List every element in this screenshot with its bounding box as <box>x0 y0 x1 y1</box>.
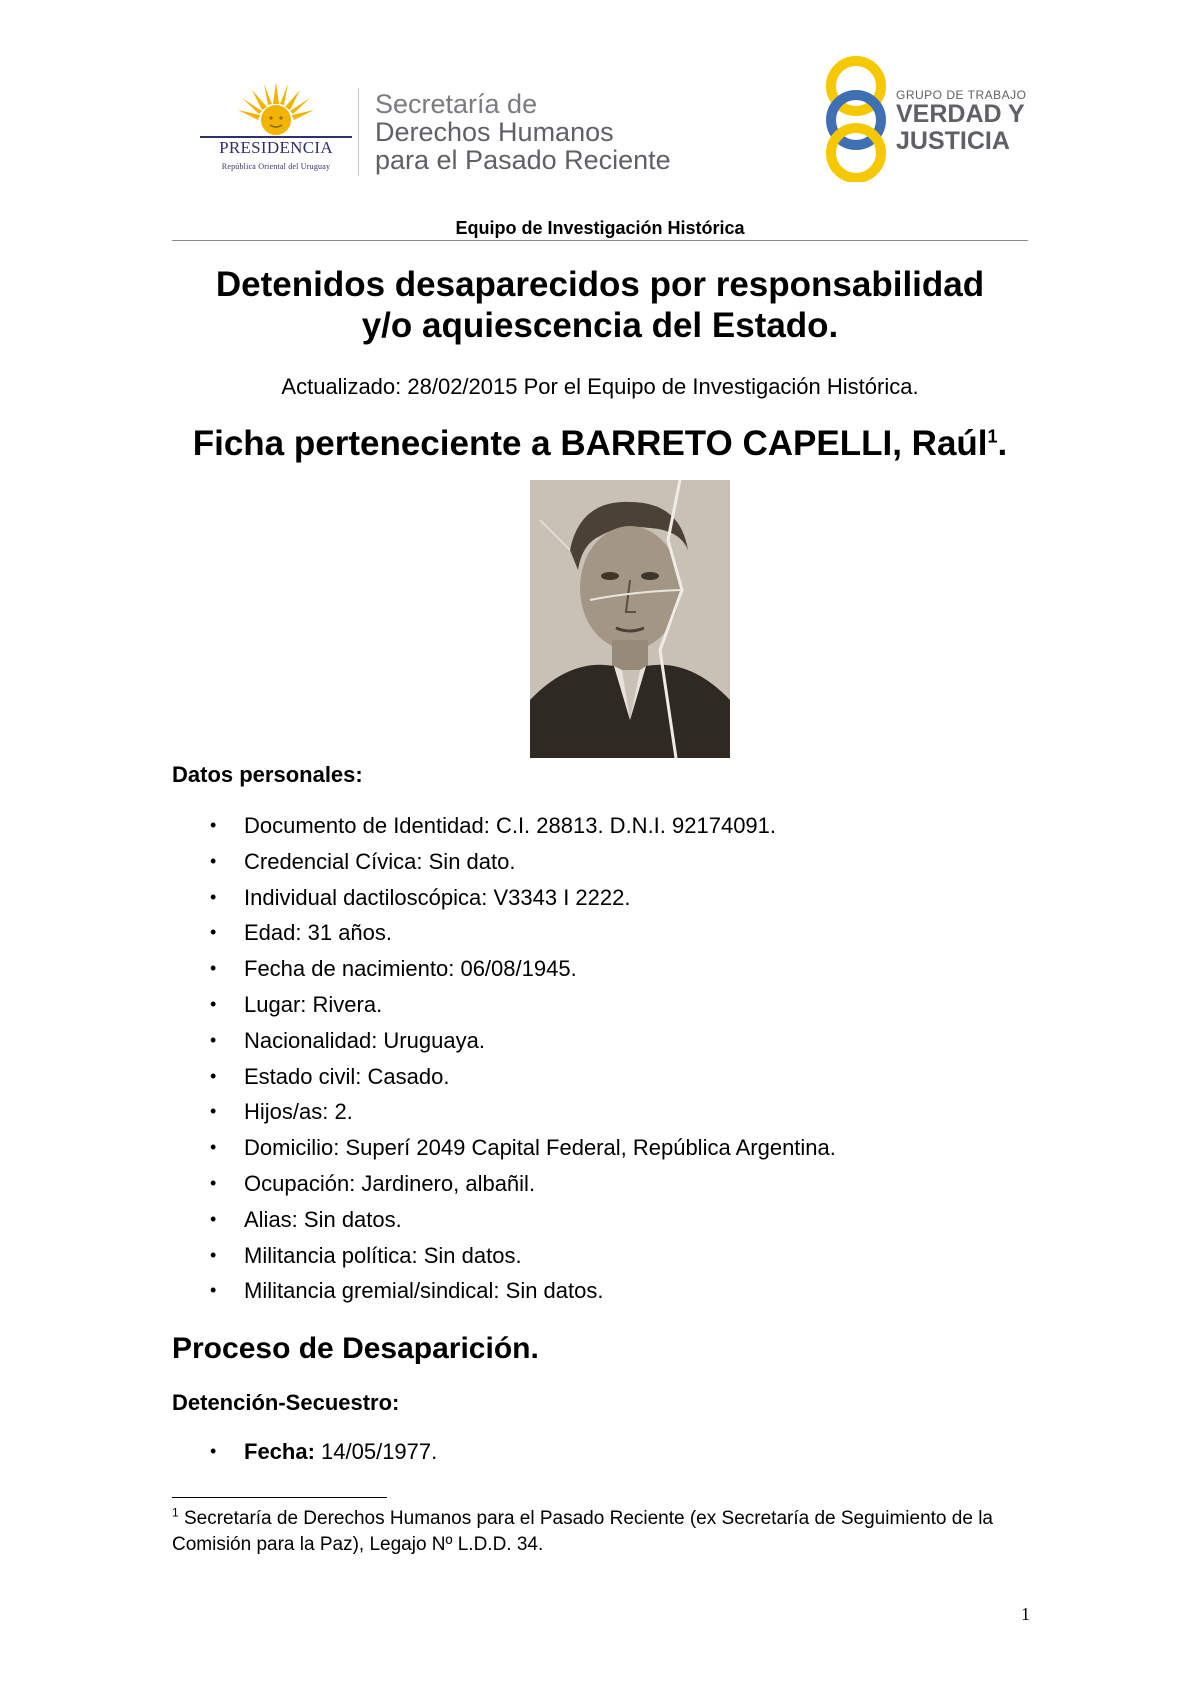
title-line-1: Detenidos desaparecidos por responsabilidad <box>215 265 985 304</box>
item-text: Documento de Identidad: C.I. 28813. D.N.I. 92174091. <box>244 813 777 838</box>
sun-icon <box>234 80 318 138</box>
page-number: 1 <box>1021 1604 1030 1624</box>
bullet: • <box>210 1441 217 1461</box>
justicia-line: JUSTICIA <box>896 127 1010 155</box>
bullet: • <box>210 886 217 907</box>
detencion-list <box>172 1434 1028 1470</box>
presidencia-subtitle: República Oriental del Uruguay <box>221 162 331 171</box>
bullet: • <box>210 1065 217 1086</box>
list-item <box>172 1023 1028 1059</box>
presidencia-logo <box>196 80 356 180</box>
footnote-rule <box>172 1497 387 1498</box>
bullet: • <box>210 1137 217 1158</box>
footnote-number: 1 <box>172 1505 179 1520</box>
detencion-heading: Detención-Secuestro: <box>172 1390 400 1415</box>
header-rule <box>172 240 1028 241</box>
datos-personales-heading: Datos personales: <box>172 762 363 787</box>
bullet: • <box>210 1101 217 1122</box>
bullet: • <box>210 1208 217 1229</box>
item-text: Individual dactiloscópica: V3343 I 2222. <box>244 884 631 910</box>
item-text: Estado civil: Casado. <box>244 1063 450 1089</box>
secretaria-logo-text <box>375 90 671 174</box>
list-item <box>172 1273 1028 1309</box>
list-item <box>172 1059 1028 1095</box>
rings-icon <box>820 56 892 182</box>
item-text: Militancia gremial/sindical: Sin datos. <box>244 1278 604 1304</box>
bullet: • <box>210 815 217 835</box>
datos-personales-list <box>172 808 1028 1309</box>
bullet: • <box>210 958 217 979</box>
fecha-label: Fecha: <box>244 1439 315 1464</box>
item-text: Edad: 31 años. <box>244 920 393 946</box>
item-text: Militancia política: Sin datos. <box>244 1242 522 1268</box>
list-item <box>172 987 1028 1023</box>
verdad-line: VERDAD Y <box>896 100 1025 128</box>
footnote-text: Secretaría de Derechos Humanos para el Pasado Reciente (ex Secretaría de Seguimiento de la Comisión para la Paz), Legajo Nº L.D.D. 34. <box>172 1508 993 1555</box>
bullet: • <box>210 1280 217 1301</box>
list-item <box>172 844 1028 880</box>
secretaria-line-2: Derechos Humanos <box>375 117 614 147</box>
list-item <box>172 951 1028 987</box>
secretaria-line-1: Secretaría de <box>375 89 538 119</box>
list-item <box>172 1434 1028 1470</box>
proceso-heading: Proceso de Desaparición. <box>172 1332 539 1365</box>
verdad-justicia-logo <box>820 56 1030 182</box>
item-text: Hijos/as: 2. <box>244 1099 353 1125</box>
list-item <box>172 1130 1028 1166</box>
item-text: Domicilio: Superí 2049 Capital Federal, República Argentina. <box>244 1135 836 1161</box>
item-text: Credencial Cívica: Sin dato. <box>244 848 516 874</box>
item-text: Fecha de nacimiento: 06/08/1945. <box>244 956 577 982</box>
logo-divider <box>358 88 359 176</box>
footnote-ref: 1 <box>987 426 998 447</box>
list-item <box>172 1202 1028 1238</box>
secretaria-line-3: para el Pasado Reciente <box>375 145 671 175</box>
title-line-2: y/o aquiescencia del Estado. <box>361 306 839 345</box>
bullet: • <box>210 1172 217 1193</box>
portrait-photo <box>530 480 730 758</box>
list-item <box>172 915 1028 951</box>
list-item <box>172 808 1028 844</box>
bullet: • <box>210 1029 217 1050</box>
item-text: Nacionalidad: Uruguaya. <box>244 1027 485 1053</box>
footnote <box>172 1506 1032 1558</box>
item-text: Lugar: Rivera. <box>244 991 383 1017</box>
presidencia-name: PRESIDENCIA <box>219 138 333 157</box>
grupo-label: GRUPO DE TRABAJO <box>896 88 1027 102</box>
list-item <box>172 1166 1028 1202</box>
bullet: • <box>210 850 217 871</box>
ficha-text: Ficha perteneciente a BARRETO CAPELLI, Raúl <box>192 424 988 463</box>
bullet: • <box>210 922 217 943</box>
list-item <box>172 1238 1028 1274</box>
ficha-heading <box>172 424 1028 464</box>
list-item <box>172 1094 1028 1130</box>
updated-line: Actualizado: 28/02/2015 Por el Equipo de Investigación Histórica. <box>281 374 919 399</box>
bullet: • <box>210 993 217 1014</box>
ficha-end: . <box>997 424 1008 463</box>
list-item <box>172 880 1028 916</box>
team-label: Equipo de Investigación Histórica <box>455 218 745 238</box>
bullet: • <box>210 1244 217 1265</box>
item-text: Alias: Sin datos. <box>244 1206 402 1232</box>
verdad-justicia-title <box>896 101 1025 155</box>
fecha-value: 14/05/1977. <box>314 1439 438 1464</box>
item-text: Ocupación: Jardinero, albañil. <box>244 1170 536 1196</box>
page-title <box>172 264 1028 346</box>
